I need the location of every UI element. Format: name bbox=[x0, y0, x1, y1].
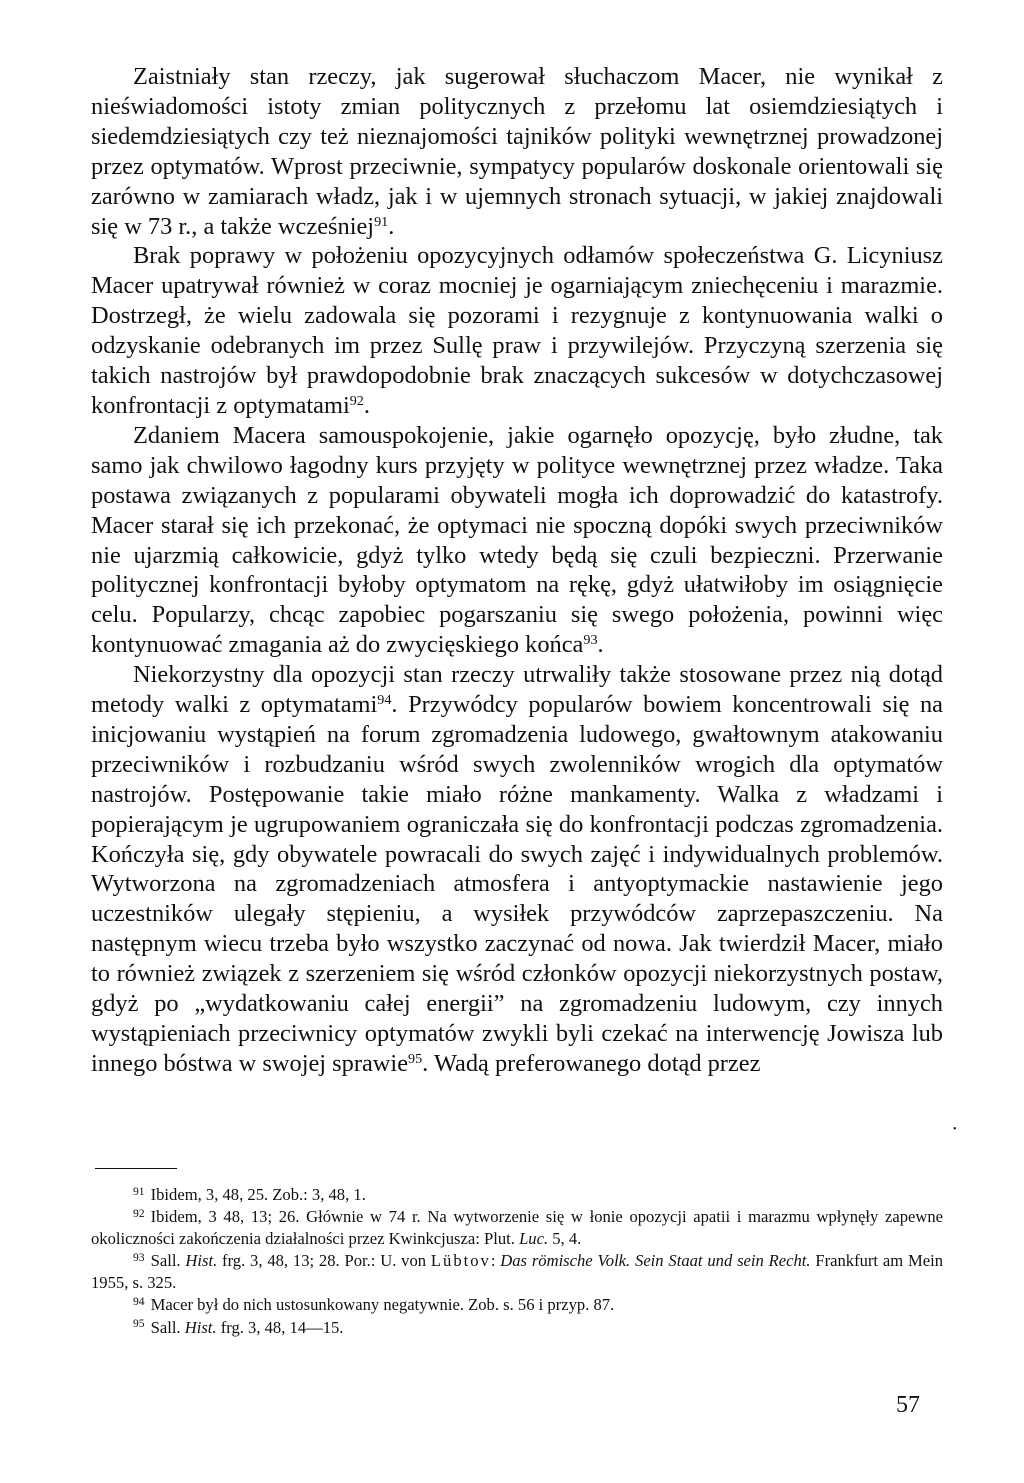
stray-mark: • bbox=[953, 1124, 957, 1135]
footnote-ref: 93 bbox=[583, 632, 598, 649]
paragraph-text: Przywódcy popularów bowiem koncentrowali się na inicjowaniu wystąpień na forum zgromadzenia ludowego, gwałtownym atakowaniu przeciwników i rozbudzaniu wśród swych zwolenników wrogich dla optymatów nastrojów. Postępowanie takie miało różne mankamenty. Walka z władzami i popierającym je ugrupowaniem ograniczała się do konfrontacji podczas zgromadzenia. Kończyła się, gdy obywatele powracali do swych zajęć i indywidualnych problemów. Wytworzona na zgromadzeniach atmosfera i antyoptymackie nastawienie jego uczestników ulegały stępieniu, a wysiłek przywódców zaprzepaszczeniu. Na następnym wiecu trzeba było wszystko zaczynać od nowa. Jak twierdził Macer, miało to również związek z szerzeniem się wśród członków opozycji niekorzystnych postaw, gdyż po „wydatkowaniu całej energii” na zgromadzeniu ludowym, czy innych wystąpieniach przeciwnicy optymatów zwykli byli czekać na interwencję Jowisza lub innego bóstwa w swojej sprawie bbox=[91, 691, 943, 1077]
paragraph-2: Brak poprawy w położeniu opozycyjnych odłamów społeczeństwa G. Licyniusz Macer upatrywał również w coraz mocniej je ogarniającym zniechęceniu i marazmie. Dostrzegł, że wielu zadowala się pozorami i rezygnuje z kontynuowania walki o odzyskanie odebranych im przez Sullę praw i przywilejów. Przyczyną szerzenia się takich nastrojów był prawdopodobnie brak znaczących sukcesów w dotychczasowej konfrontacji z optymatami$^{92}$. bbox=[91, 242, 943, 419]
footnotes bbox=[91, 1184, 943, 1339]
footnote-number: 92 bbox=[133, 1206, 145, 1220]
footnote-91: $^{91}$ Ibidem, 3, 48, 25. Zob.: 3, 48, 1. bbox=[133, 1184, 366, 1204]
paragraph-3: Zdaniem Macera samouspokojenie, jakie ogarnęło opozycję, było złudne, tak samo jak chwilowo łagodny kurs przyjęty w polityce wewnętrznej przez władze. Taka postawa związanych z popularami obywateli mogła ich doprowadzić do katastrofy. Macer starał się ich przekonać, że optymaci nie spoczną dopóki swych przeciwników nie ujarzmią całkowicie, gdyż tylko wtedy będą się czuli bezpieczni. Przerwanie politycznej konfrontacji byłoby optymatom na rękę, gdyż ułatwiłoby im osiągnięcie celu. Popularzy, chcąc zapobiec pogarszaniu się swego położenia, powinni więc kontynuować zmagania aż do zwycięskiego końca$^{93}$. bbox=[91, 421, 943, 659]
paragraph-4: Niekorzystny dla opozycji stan rzeczy utrwaliły także stosowane przez nią dotąd metody walki z optymatami$^{94}$. Przywódcy popularów bowiem koncentrowali się na inicjowaniu wystąpień na forum zgromadzenia ludowego, gwałtownym atakowaniu przeciwników i rozbudzaniu wśród swych zwolenników wrogich dla optymatów nastrojów. Postępowanie takie miało różne mankamenty. Walka z władzami i popierającym je ugrupowaniem ograniczała się do konfrontacji podczas zgromadzenia. Kończyła się, gdy obywatele powracali do swych zajęć i indywidualnych problemów. Wytworzona na zgromadzeniach atmosfera i antyoptymackie nastawienie jego uczestników ulegały stępieniu, a wysiłek przywódców zaprzepaszczeniu. Na następnym wiecu trzeba było wszystko zaczynać od nowa. Jak twierdził Macer, miało to również związek z szerzeniem się wśród członków opozycji niekorzystnych postaw, gdyż po „wydatkowaniu całej energii” na zgromadzeniu ludowym, czy innych wystąpieniach przeciwnicy optymatów zwykli byli czekać na interwencję Jowisza lub innego bóstwa w swojej sprawie$^{95}$. Wadą preferowanego dotąd przez bbox=[91, 661, 943, 1077]
footnote-92: $^{92}$ Ibidem, 3 48, 13; 26. Głównie w 74 r. Na wytworzenie się w łonie opozycji apatii i marazmu wpłynęły zapewne okoliczności zakończenia działalności przez Kwinkcjusza: Plut. Luc. 5, 4. bbox=[91, 1206, 943, 1249]
footnote-separator bbox=[95, 1168, 177, 1169]
footnote-number: 93 bbox=[133, 1251, 145, 1265]
paragraph-text: Zaistniały stan rzeczy, jak sugerował słuchaczom Macer, nie wynikał z nieświadomości istoty zmian politycznych z przełomu lat osiemdziesiątych i siedemdziesiątych czy też nieznajomości tajników polityki wewnętrznej prowadzonej przez optymatów. Wprost przeciwnie, sympatycy popularów doskonale orientowali się zarówno w zamiarach władz, jak i w ujemnych stronach sytuacji, w jakiej znajdowali się w 73 r., a także wcześniej bbox=[91, 63, 943, 240]
footnote-ref: 91 bbox=[374, 213, 389, 230]
main-text bbox=[91, 62, 943, 1079]
footnote-93: $^{93}$ Sall. Hist. frg. 3, 48, 13; 28. Por.: U. von Lübtov: Das römische Volk. Sein Staat und sein Recht. Frankfurt am Mein 1955, s. 325. bbox=[91, 1251, 943, 1293]
paragraph-text: Zdaniem Macera samouspokojenie, jakie ogarnęło opozycję, było złudne, tak samo jak chwilowo łagodny kurs przyjęty w polityce wewnętrznej przez władze. Taka postawa związanych z popularami obywateli mogła ich doprowadzić do katastrofy. Macer starał się ich przekonać, że optymaci nie spoczną dopóki swych przeciwników nie ujarzmią całkowicie, gdyż tylko wtedy będą się czuli bezpieczni. Przerwanie politycznej konfrontacji byłoby optymatom na rękę, gdyż ułatwiłoby im osiągnięcie celu. Popularzy, chcąc zapobiec pogarszaniu się swego położenia, powinni więc kontynuować zmagania aż do zwycięskiego końca bbox=[91, 421, 943, 659]
footnote-number: 95 bbox=[133, 1317, 145, 1331]
paragraph-1: Zaistniały stan rzeczy, jak sugerował słuchaczom Macer, nie wynikał z nieświadomości istoty zmian politycznych z przełomu lat osiemdziesiątych i siedemdziesiątych czy też nieznajomości tajników polityki wewnętrznej prowadzonej przez optymatów. Wprost przeciwnie, sympatycy popularów doskonale orientowali się zarówno w zamiarach władz, jak i w ujemnych stronach sytuacji, w jakiej znajdowali się w 73 r., a także wcześniej$^{91}$. bbox=[91, 63, 943, 240]
page-number: 57 bbox=[896, 1392, 920, 1418]
footnote-ref: 95 bbox=[408, 1051, 423, 1068]
paragraph-text: Brak poprawy w położeniu opozycyjnych odłamów społeczeństwa G. Licyniusz Macer upatrywał również w coraz mocniej je ogarniającym zniechęceniu i marazmie. Dostrzegł, że wielu zadowala się pozorami i rezygnuje z kontynuowania walki o odzyskanie odebranych im przez Sullę praw i przywilejów. Przyczyną szerzenia się takich nastrojów był prawdopodobnie brak znaczących sukcesów w dotychczasowej konfrontacji z optymatami bbox=[91, 242, 943, 419]
footnote-number: 94 bbox=[133, 1295, 145, 1309]
footnote-95: $^{95}$ Sall. Hist. frg. 3, 48, 14—15. bbox=[133, 1317, 344, 1337]
paragraph-text: Niekorzystny dla opozycji stan rzeczy utrwaliły także stosowane przez nią dotąd metody walki z optymatami bbox=[91, 661, 943, 719]
paragraph-text: Wadą preferowanego dotąd przez bbox=[433, 1049, 761, 1077]
footnote-ref: 94 bbox=[377, 692, 392, 709]
footnote-ref: 92 bbox=[349, 393, 364, 410]
footnote-94: $^{94}$ Macer był do nich ustosunkowany negatywnie. Zob. s. 56 i przyp. 87. bbox=[133, 1295, 615, 1315]
footnote-number: 91 bbox=[133, 1184, 145, 1198]
